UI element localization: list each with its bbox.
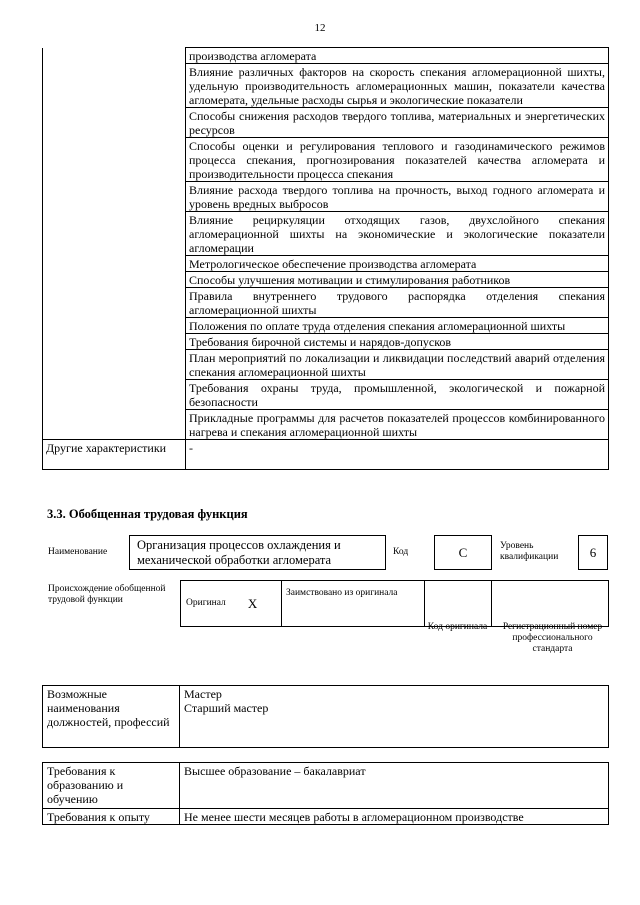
- name-label: Наименование: [48, 547, 108, 557]
- knowledge-item: Влияние расхода твердого топлива на прочность, выход годного агломерата и уровень вредных выбросов: [186, 182, 609, 212]
- knowledge-item: производства агломерата: [186, 48, 609, 64]
- knowledge-item: Требования бирочной системы и нарядов-допусков: [186, 334, 609, 350]
- other-characteristics-value: -: [186, 440, 609, 470]
- positions-label: Возможные наименования должностей, профессий: [43, 686, 180, 748]
- qualification-level: 6: [578, 535, 608, 570]
- positions-values: [180, 686, 609, 748]
- knowledge-item: Влияние различных факторов на скорость спекания агломерационной шихты, удельную производительность агломерационных машин, показатели качества агломерата, удельные расходы сырья и экологические показатели: [186, 64, 609, 108]
- knowledge-item: Влияние рециркуляции отходящих газов, двухслойного спекания агломерационной шихты на экономические и экологические показатели агломерации: [186, 212, 609, 256]
- reg-number-caption: Регистрационный номер профессионального стандарта: [502, 622, 603, 654]
- reg-number-cell: [492, 581, 609, 627]
- education-label: Требования к образованию и обучению: [43, 763, 180, 809]
- other-characteristics-label: Другие характеристики: [43, 440, 186, 470]
- knowledge-label-cell: [43, 48, 186, 440]
- other-characteristics-row: [43, 440, 609, 470]
- origin-table: [180, 580, 609, 627]
- original-label: Оригинал: [186, 598, 226, 609]
- knowledge-item: Способы улучшения мотивации и стимулирования работников: [186, 272, 609, 288]
- original-cell: [181, 581, 282, 627]
- function-name: Организация процессов охлаждения и механической обработки агломерата: [129, 535, 386, 570]
- knowledge-item: Прикладные программы для расчетов показателей процессов комбинированного нагрева и спекания агломерационной шихты: [186, 410, 609, 440]
- position-item: Мастер: [184, 687, 222, 701]
- requirements-table: [42, 762, 609, 825]
- original-code-cell: [425, 581, 492, 627]
- original-mark: Х: [247, 595, 258, 611]
- knowledge-table: [42, 47, 609, 470]
- knowledge-item: Положения по оплате труда отделения спекания агломерационной шихты: [186, 318, 609, 334]
- positions-table: [42, 685, 609, 748]
- experience-label: Требования к опыту: [43, 809, 180, 825]
- knowledge-item: План мероприятий по локализации и ликвидации последствий аварий отделения спекания агломерационной шихты: [186, 350, 609, 380]
- code-label: Код: [393, 547, 409, 557]
- knowledge-item: Способы снижения расходов твердого топлива, материальных и энергетических ресурсов: [186, 108, 609, 138]
- experience-value: Не менее шести месяцев работы в агломерационном производстве: [180, 809, 609, 825]
- section-title: 3.3. Обобщенная трудовая функция: [47, 507, 248, 521]
- page-number: 12: [314, 22, 326, 34]
- borrowed-label: Заимствовано из оригинала: [282, 581, 425, 627]
- function-code: С: [434, 535, 492, 570]
- knowledge-item: Способы оценки и регулирования теплового и газодинамического режимов процесса спекания, прогнозирования показателей качества агломерата и производительности процесса спекания: [186, 138, 609, 182]
- knowledge-row: [43, 48, 609, 64]
- knowledge-item: Требования охраны труда, промышленной, экологической и пожарной безопасности: [186, 380, 609, 410]
- knowledge-item: Правила внутреннего трудового распорядка отделения спекания агломерационной шихты: [186, 288, 609, 318]
- level-label: Уровень квалификации: [500, 541, 559, 562]
- education-value: Высшее образование – бакалавриат: [180, 763, 609, 809]
- position-item: Старший мастер: [184, 701, 269, 715]
- knowledge-item: Метрологическое обеспечение производства агломерата: [186, 256, 609, 272]
- code-caption: Код оригинала: [427, 622, 488, 632]
- origin-label: Происхождение обобщенной трудовой функции: [48, 584, 166, 605]
